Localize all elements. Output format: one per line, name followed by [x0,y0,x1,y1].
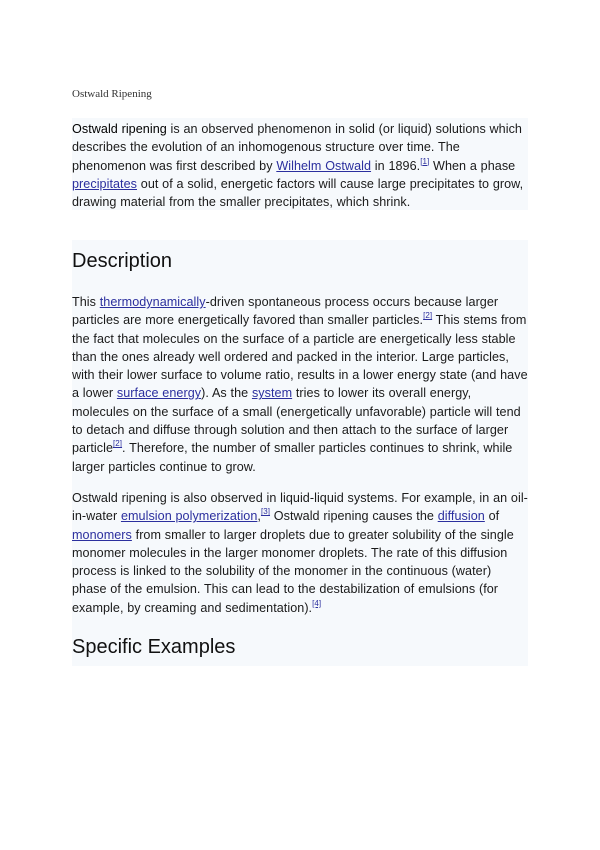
ref-2[interactable]: [2] [423,311,433,321]
link-system[interactable]: system [251,386,293,401]
page-title: Ostwald Ripening [72,88,152,100]
description-paragraph-2: Ostwald ripening is also observed in liquid-liquid systems. For example, in an oil-in-water emulsion polymerization,[3] Ostwald ripening causes the diffusion of monomers from smaller to larger droplets due to greater solubility of the single monomer molecules in the larger monomer droplets. The rate of this diffusion process is linked to the solubility of the monomer in the continuous (water) phase of the emulsion. This can lead to the destabilization of emulsions (for example, by creaming and sedimentation).[4] [72,491,528,615]
ref-2b[interactable]: [2] [113,439,123,449]
intro-paragraph: Ostwald ripening is an observed phenomenon in solid (or liquid) solutions which describes the evolution of an inhomogenous structure over time. The phenomenon was first described by Wilhelm Ostwald in 1896.[1] When a phase precipitates out of a solid, energetic factors will cause large precipitates to grow, drawing material from the smaller precipitates, which shrink. [72,122,524,210]
content-section [72,240,528,666]
heading-specific-examples: Specific Examples [72,636,236,658]
link-precipitates[interactable]: precipitates [72,176,138,191]
link-diffusion[interactable]: diffusion [437,509,485,524]
heading-description: Description [72,250,173,272]
ref-4[interactable]: [4] [312,598,322,608]
link-emulsion-polymerization[interactable]: emulsion polymerization [120,509,258,524]
link-wilhelm-ostwald[interactable]: Wilhelm Ostwald [276,158,372,173]
link-surface-energy[interactable]: surface energy [116,386,202,401]
intro-section [72,118,528,210]
ref-1[interactable]: [1] [420,156,430,166]
link-thermodynamically[interactable]: thermodynamically [99,295,206,309]
description-paragraph-1: This thermodynamically-driven spontaneous process occurs because larger particles are more energetically favored than smaller particles.[2] This stems from the fact that molecules on the surface of a particle are energetically less stable than the ones already well ordered and packed in the interior. Large particles, with their lower surface to volume ratio, results in a lower energy state (and have a lower surface energy). As the system tries to lower its overall energy, molecules on the surface of a small (energetically unfavorable) particle will tend to detach and diffuse through solution and then attach to the surface of larger particle[2]. Therefore, the number of smaller particles continues to shrink, while larger particles continue to grow. [72,295,528,474]
intro-term: Ostwald ripening [72,122,167,136]
link-monomers[interactable]: monomers [72,527,132,542]
ref-3[interactable]: [3] [260,507,271,517]
